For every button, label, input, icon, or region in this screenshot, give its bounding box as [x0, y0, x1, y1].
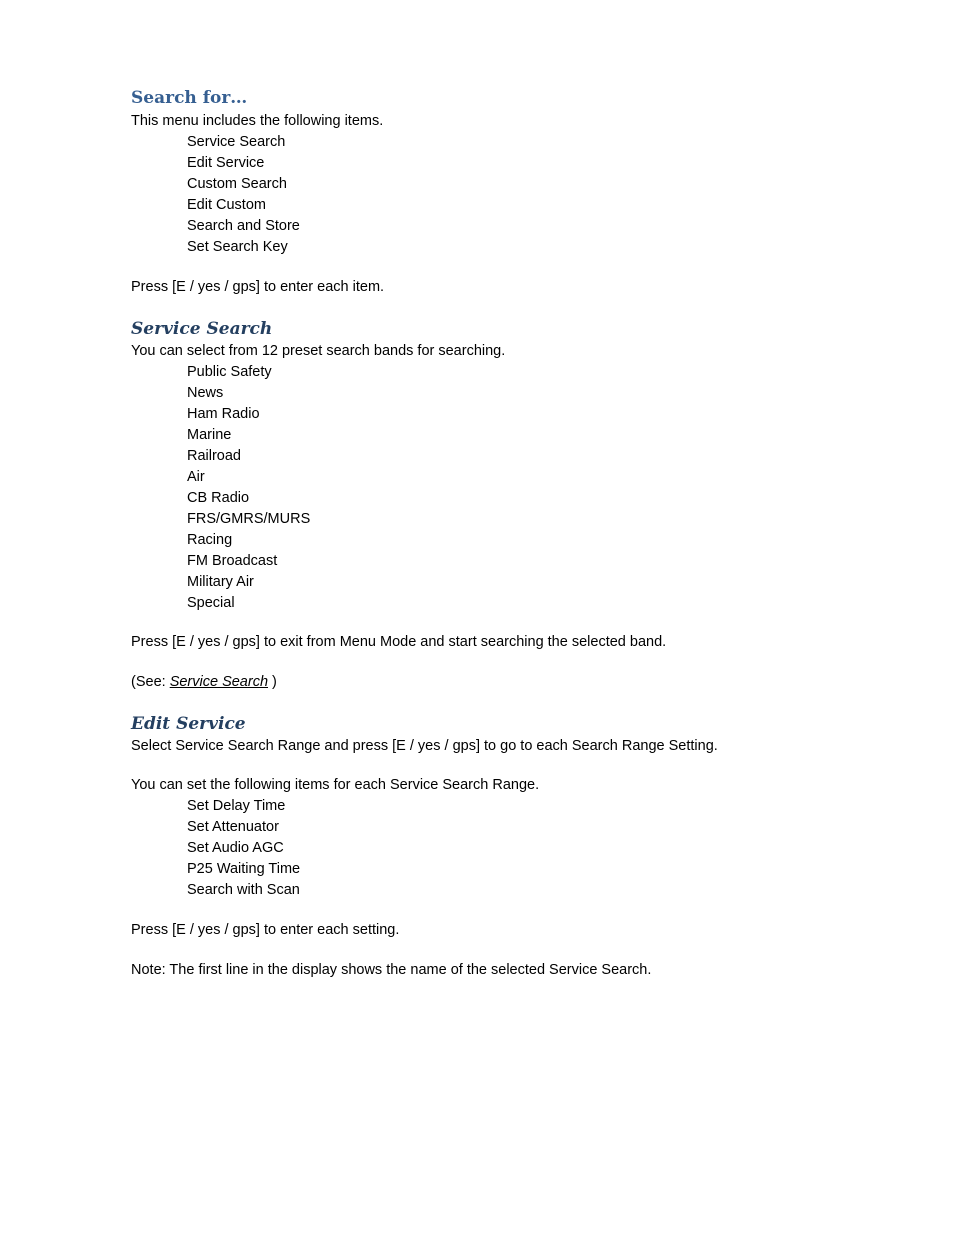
- list-item: Military Air: [187, 574, 254, 590]
- list-item: FRS/GMRS/MURS: [187, 511, 311, 527]
- edit-service-intro2: You can set the following items for each Service Search Range.: [131, 777, 540, 793]
- list-item: Search and Store: [187, 218, 300, 234]
- list-item: Public Safety: [187, 364, 272, 380]
- list-item: News: [187, 385, 224, 401]
- list-item: Custom Search: [187, 176, 287, 192]
- list-item: Set Attenuator: [187, 819, 279, 835]
- service-search-see-reference: [131, 672, 891, 693]
- service-search-list: [131, 362, 891, 614]
- list-item: Set Delay Time: [187, 798, 286, 814]
- list-item: P25 Waiting Time: [187, 861, 301, 877]
- list-item: Service Search: [187, 134, 286, 150]
- edit-service-note: Note: The first line in the display shows the name of the selected Service Search.: [131, 962, 652, 978]
- list-item: Edit Custom: [187, 197, 266, 213]
- search-for-instruction: Press [E / yes / gps] to enter each item.: [131, 279, 385, 295]
- list-item: Railroad: [187, 448, 241, 464]
- search-for-list: [131, 132, 891, 258]
- service-search-instruction: Press [E / yes / gps] to exit from Menu Mode and start searching the selected band.: [131, 634, 667, 650]
- list-item: Special: [187, 595, 235, 611]
- list-item: Racing: [187, 532, 233, 548]
- service-search-intro: You can select from 12 preset search bands for searching.: [131, 343, 506, 359]
- edit-service-heading: Edit Service: [131, 714, 246, 734]
- edit-service-instruction: Press [E / yes / gps] to enter each setting.: [131, 922, 400, 938]
- list-item: Ham Radio: [187, 406, 260, 422]
- list-item: Marine: [187, 427, 232, 443]
- list-item: Set Audio AGC: [187, 840, 284, 856]
- list-item: Search with Scan: [187, 882, 300, 898]
- list-item: Set Search Key: [187, 239, 288, 255]
- list-item: CB Radio: [187, 490, 250, 506]
- list-item: Air: [187, 469, 205, 485]
- list-item: FM Broadcast: [187, 553, 278, 569]
- list-item: Edit Service: [187, 155, 265, 171]
- document-page: [131, 86, 891, 981]
- search-for-intro: This menu includes the following items.: [131, 113, 384, 129]
- edit-service-list: [131, 796, 891, 901]
- see-prefix: (See:: [131, 674, 170, 690]
- edit-service-intro: Select Service Search Range and press [E / yes / gps] to go to each Search Range Setting.: [131, 738, 718, 754]
- see-suffix: ): [268, 674, 277, 690]
- service-search-link[interactable]: Service Search: [169, 674, 269, 690]
- service-search-heading: Service Search: [131, 319, 273, 339]
- search-for-heading: Search for…: [131, 88, 248, 108]
